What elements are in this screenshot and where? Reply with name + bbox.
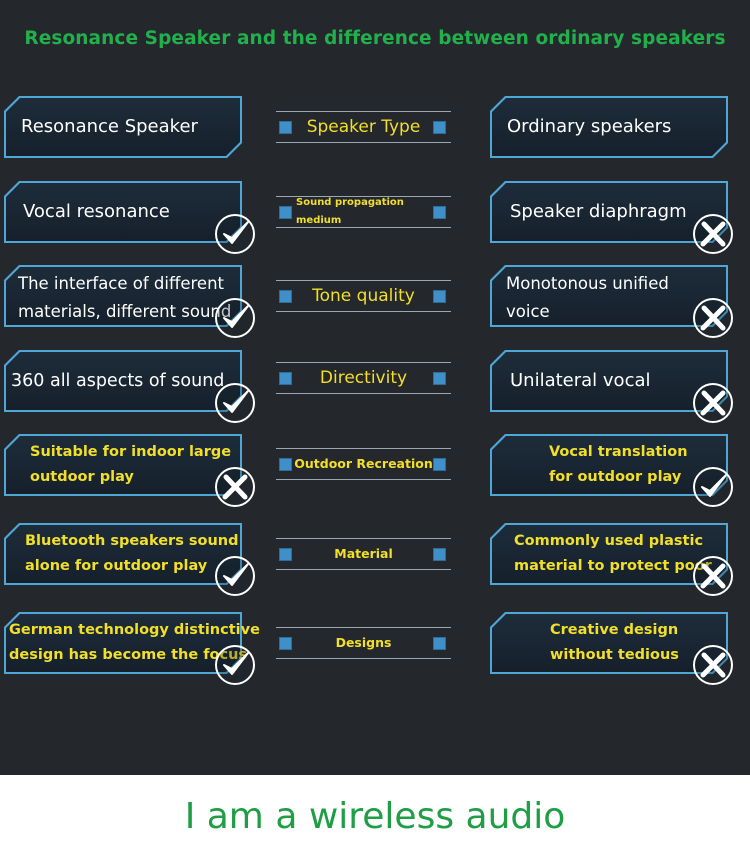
left-cell-text: alone for outdoor play [25,558,208,574]
square-bullet-icon [279,206,292,219]
category-label-7 [276,627,451,659]
left-cell-text: design has become the focus [9,647,248,663]
square-bullet-icon [279,548,292,561]
square-bullet-icon [279,372,292,385]
category-text: Speaker Type [306,117,421,137]
footer-caption: I am a wireless audio [184,796,566,837]
left-cell-text: Bluetooth speakers sound [25,533,239,549]
right-cell-text: without tedious [550,647,679,663]
category-text: Outdoor Recreation [294,456,433,471]
page-title: Resonance Speaker and the difference between ordinary speakers [24,28,726,49]
square-bullet-icon [279,290,292,303]
left-cell-text: Resonance Speaker [21,116,198,137]
square-bullet-icon [279,458,292,471]
category-label-4 [276,362,451,394]
left-cell-text: German technology distinctive [9,622,260,638]
cross-icon [215,467,255,507]
right-cell-text: voice [506,302,550,321]
right-cell-text: Commonly used plastic [514,533,704,549]
check-icon [215,298,255,338]
square-bullet-icon [433,548,446,561]
right-cell-text: Ordinary speakers [507,116,672,137]
right-cell-text: for outdoor play [549,469,682,485]
cross-icon [693,298,733,338]
category-label-6 [276,538,451,570]
right-cell-text: Speaker diaphragm [510,201,687,222]
square-bullet-icon [433,372,446,385]
square-bullet-icon [433,637,446,650]
square-bullet-icon [433,458,446,471]
square-bullet-icon [433,290,446,303]
category-label-3 [276,280,451,312]
square-bullet-icon [433,121,446,134]
square-bullet-icon [433,206,446,219]
category-text: Designs [335,635,392,650]
check-icon [215,645,255,685]
right-cell-text: Vocal translation [549,444,688,460]
left-cell-text: 360 all aspects of sound [11,371,225,391]
check-icon [215,556,255,596]
square-bullet-icon [279,121,292,134]
left-cell-text: Vocal resonance [23,201,170,222]
left-cell-text: The interface of different [18,274,224,293]
category-text: Directivity [319,368,408,388]
right-cell-text: Unilateral vocal [510,370,651,391]
cross-icon [693,556,733,596]
right-cell-text: Creative design [550,622,679,638]
category-label-5 [276,448,451,480]
check-icon [215,214,255,254]
right-cell-text: Monotonous unified [506,274,669,293]
category-label-2 [276,196,451,228]
left-cell-text: outdoor play [30,469,134,485]
cross-icon [693,214,733,254]
category-label-1 [276,111,451,143]
category-text: Sound propagation medium [296,197,404,226]
check-icon [693,467,733,507]
check-icon [215,383,255,423]
left-cell-text: Suitable for indoor large [30,444,232,460]
category-text: Material [334,546,393,561]
cross-icon [693,383,733,423]
category-text: Tone quality [312,286,415,306]
square-bullet-icon [279,637,292,650]
cross-icon [693,645,733,685]
left-cell-text: materials, different sound [18,302,232,321]
right-cell-text: material to protect poor [514,558,712,574]
